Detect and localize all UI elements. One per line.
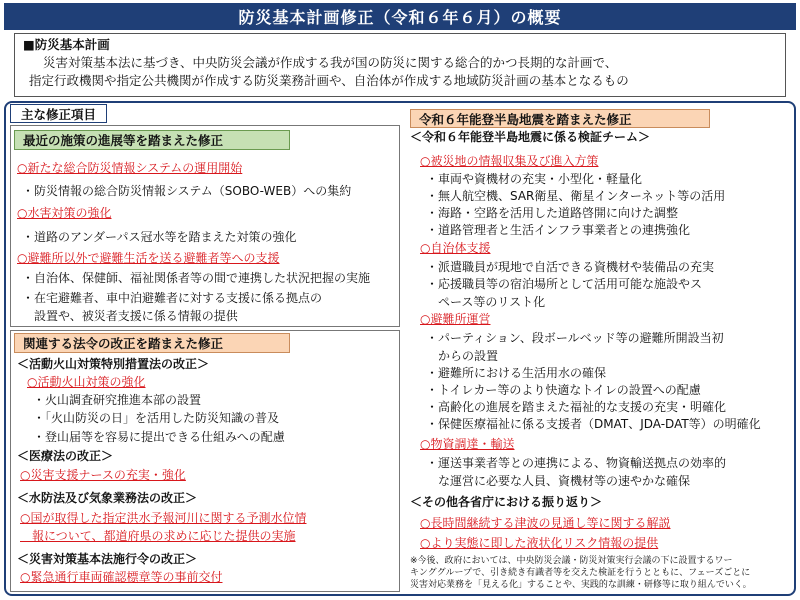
key-item: ○活動火山対策の強化 [27,375,146,389]
key-item: 報について、都道府県の求めに応じた提供の実施 [20,529,296,543]
detail-item: ・応援職員等の宿泊場所として活用可能な施設やス [426,277,703,291]
footnote-line: ※今後、政府においては、中央防災会議・防災対策実行会議の下に設置するワー [410,556,733,566]
detail-item: 設置や、被災者支援に係る情報の提供 [22,309,238,323]
detail-item: ・パーティション、段ボールベッド等の避難所開設当初 [426,331,724,345]
detail-item: ・車両や資機材の充実・小型化・軽量化 [426,172,643,186]
basic-plan-line-1: 災害対策基本法に基づき、中央防災会議が作成する我が国の防災に関する総合的かつ長期的な計画で、 [43,55,618,70]
detail-item: からの設置 [426,349,499,363]
detail-item: ・高齢化の進展を踏まえた福祉的な支援の充実・明確化 [426,400,727,414]
basic-plan-box [14,33,786,97]
detail-item: ・「火山防災の日」を活用した防災知識の普及 [33,411,280,425]
detail-item: ・登山届等を容易に提出できる仕組みへの配慮 [33,430,285,444]
key-item: ○緊急通行車両確認標章等の事前交付 [20,570,223,584]
footnote-line: 災害対応業務を「見える化」することや、実践的な訓練・研修等に取り組んでいく。 [410,580,752,590]
key-item: ○水害対策の強化 [17,206,112,220]
basic-plan-line-2: 指定行政機関や指定公共機関が作成する防災業務計画や、自治体が作成する地域防災計画の基本となるもの [29,73,629,88]
detail-item: ・トイレカー等のより快適なトイレの設置への配慮 [426,383,701,397]
noto-earthquake-heading: 令和６年能登半島地震を踏まえた修正 [410,109,710,128]
main-items-label: 主な修正項目 [10,104,107,123]
section-subheading: ＜令和６年能登半島地震に係る検証チーム＞ [410,130,651,144]
basic-plan-heading: ■防災基本計画 [23,37,110,52]
detail-item: ・火山調査研究推進本部の設置 [33,393,202,407]
detail-item: ・避難所における生活用水の確保 [426,366,607,380]
detail-item: ・在宅避難者、車中泊避難者に対する支援に係る拠点の [22,291,323,305]
section-subheading: ＜水防法及び気象業務法の改正＞ [17,491,198,505]
key-item: ○より実態に即した液状化リスク情報の提供 [420,536,659,550]
section-subheading: ＜災害対策基本法施行令の改正＞ [17,552,198,566]
key-item: ○被災地の情報収集及び進入方策 [420,154,599,168]
section-subheading: ＜医療法の改正＞ [17,449,114,463]
footnote-line: キンググループで、引き続き有識者等を交えた検証を行うとともに、フェーズごとに [410,568,751,578]
detail-item: ・運送事業者等との連携による、物資輸送拠点の効率的 [426,456,727,470]
key-item: ○物資調達・輸送 [420,437,515,451]
key-item: ○避難所以外で避難生活を送る避難者等への支援 [17,251,280,265]
page-title: 防災基本計画修正（令和６年６月）の概要 [4,3,796,30]
key-item: ○長時間継続する津波の見通し等に関する解説 [420,516,671,530]
detail-item: ・海路・空路を活用した道路啓開に向けた調整 [426,206,679,220]
detail-item: ・自治体、保健師、福祉関係者等の間で連携した状況把握の実施 [22,271,371,285]
detail-item: ・保健医療福祉に係る支援者（DMAT、JDA-DAT等）の明確化 [426,417,761,431]
key-item: ○自治体支援 [420,241,491,255]
detail-item: ・無人航空機、SAR衛星、衛星インターネット等の活用 [426,189,726,203]
detail-item: ペース等のリスト化 [426,295,546,309]
detail-item: ・道路管理者と生活インフラ事業者との連携強化 [426,223,691,237]
detail-item: な運営に必要な人員、資機材等の速やかな確保 [426,474,691,488]
detail-item: ・派遣職員が現地で自活できる資機材や装備品の充実 [426,260,715,274]
law-revisions-heading: 関連する法令の改正を踏まえた修正 [14,333,290,353]
key-item: ○新たな総合防災情報システムの運用開始 [17,161,243,175]
detail-item: ・道路のアンダーパス冠水等を踏まえた対策の強化 [22,230,297,244]
key-item: ○避難所運営 [420,312,491,326]
key-item: ○災害支援ナースの充実・強化 [20,468,186,482]
section-subheading: ＜その他各省庁における振り返り＞ [410,495,603,509]
detail-item: ・防災情報の総合防災情報システム（SOBO-WEB）への集約 [22,184,352,198]
recent-measures-heading: 最近の施策の進展等を踏まえた修正 [14,130,290,150]
key-item: ○国が取得した指定洪水予報河川に関する予測水位情 [20,511,307,525]
section-subheading: ＜活動火山対策特別措置法の改正＞ [17,357,210,371]
